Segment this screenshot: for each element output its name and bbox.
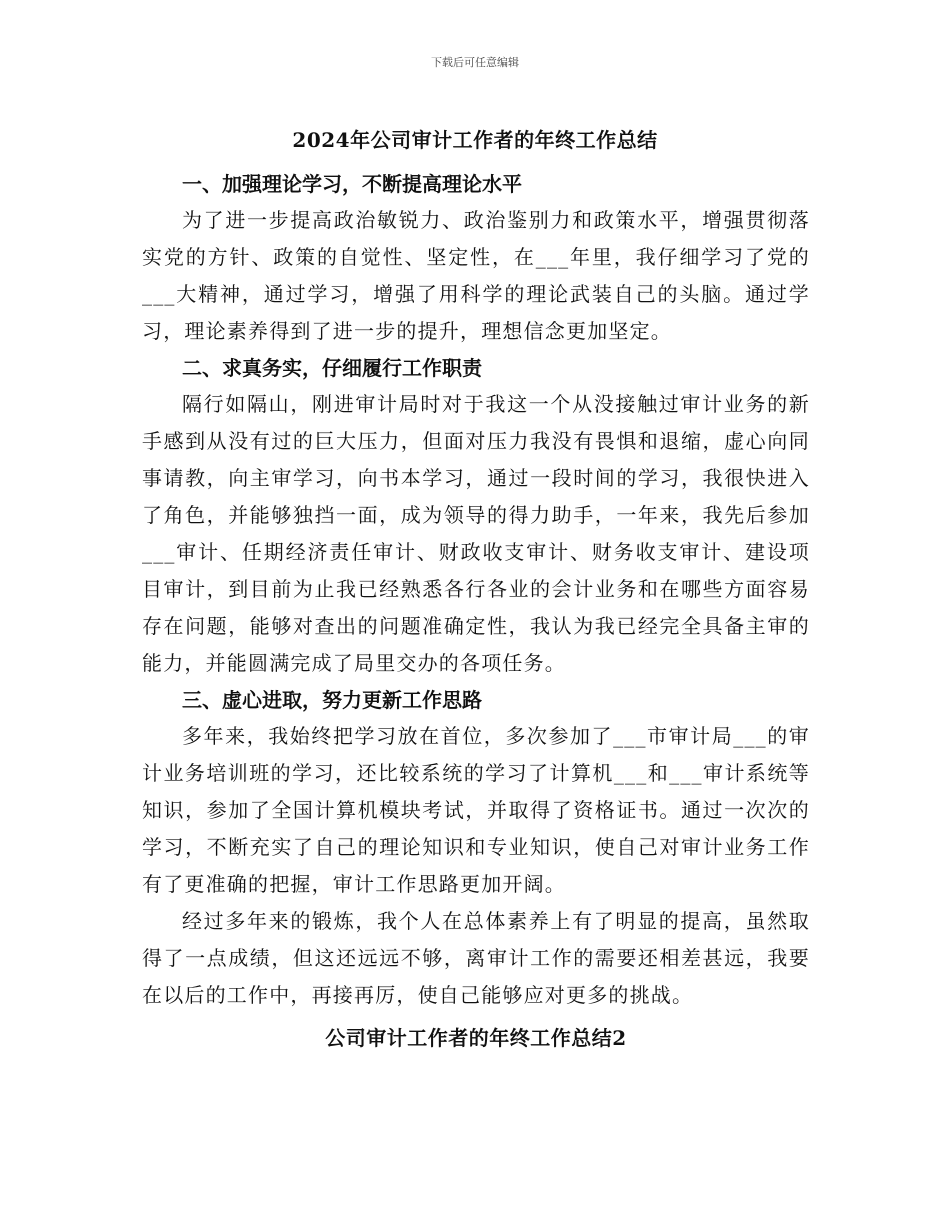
next-document-title: 公司审计工作者的年终工作总结2 xyxy=(325,1026,627,1050)
section-1-paragraph-1: 为了进一步提高政治敏锐力、政治鉴别力和政策水平，增强贯彻落实党的方针、政策的自觉性、坚定性，在___年里，我仔细学习了党的___大精神，通过学习，增强了用科学的理论武装自己的头脑。通过学习，理论素养得到了进一步的提升，理想信念更加坚定。 xyxy=(142,208,810,343)
document-body xyxy=(142,166,810,1056)
section-2-paragraph-1: 隔行如隔山，刚进审计局时对于我这一个从没接触过审计业务的新手感到从没有过的巨大压力，但面对压力我没有畏惧和退缩，虚心向同事请教，向主审学习，向书本学习，通过一段时间的学习，我很快进入了角色，并能够独挡一面，成为领导的得力助手，一年来，我先后参加___审计、任期经济责任审计、财政收支审计、财务收支审计、建设项目审计，到目前为止我已经熟悉各行各业的会计业务和在哪些方面容易存在问题，能够对查出的问题准确定性，我认为我已经完全具备主审的能力，并能圆满完成了局里交办的各项任务。 xyxy=(142,392,810,675)
document-title: 2024年公司审计工作者的年终工作总结 xyxy=(292,128,658,152)
section-3-paragraph-1: 多年来，我始终把学习放在首位，多次参加了___市审计局___的审计业务培训班的学习，还比较系统的学习了计算机___和___审计系统等知识，参加了全国计算机模块考试，并取得了资格证书。通过一次次的学习，不断充实了自己的理论知识和专业知识，使自己对审计业务工作有了更准确的把握，审计工作思路更加开阔。 xyxy=(142,724,810,896)
section-3-paragraph-2: 经过多年来的锻炼，我个人在总体素养上有了明显的提高，虽然取得了一点成绩，但这还远远不够，离审计工作的需要还相差甚远，我要在以后的工作中，再接再厉，使自己能够应对更多的挑战。 xyxy=(142,909,810,1007)
section-heading-3: 三、虚心进取，努力更新工作思路 xyxy=(182,688,482,712)
header-note: 下载后可任意编辑 xyxy=(431,56,519,69)
section-heading-2: 二、求真务实，仔细履行工作职责 xyxy=(182,356,482,380)
section-heading-1: 一、加强理论学习，不断提高理论水平 xyxy=(182,172,522,196)
